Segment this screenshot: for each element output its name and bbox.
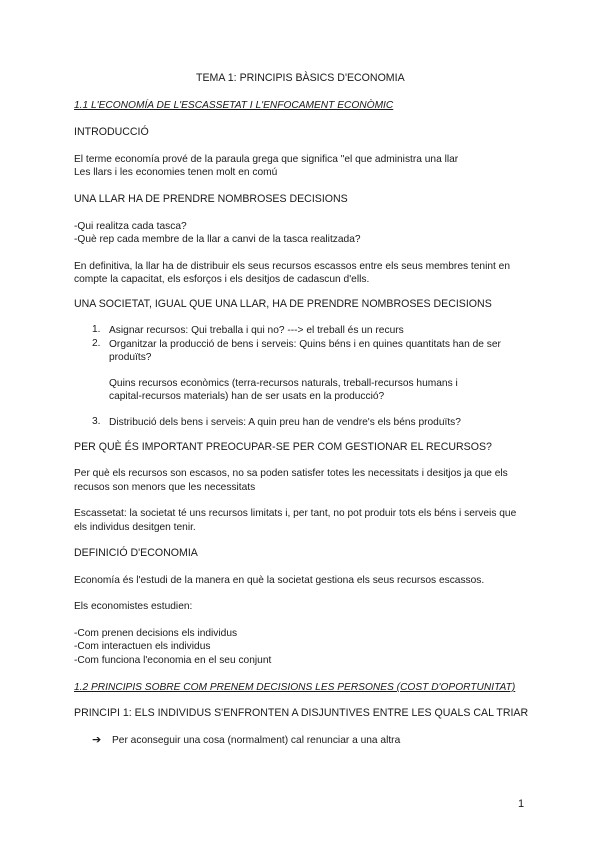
arrow-bullet-icon: ➔ <box>92 734 102 746</box>
perque-heading: PER QUÈ ÉS IMPORTANT PREOCUPAR-SE PER COM GESTIONAR EL RECURSOS? <box>74 441 492 453</box>
escassetat-line: Escassetat: la societat té uns recursos limitats i, per tant, no pot produir tots els béns i serveis que <box>74 508 517 519</box>
page-title: TEMA 1: PRINCIPIS BÀSICS D'ECONOMIA <box>196 72 405 84</box>
perque-line: Per què els recursos son escasos, no sa poden satisfer totes les necessitats i desitjos ja que els <box>74 468 508 479</box>
section-2-heading: 1.2 PRINCIPIS SOBRE COM PRENEM DECISIONS LES PERSONES (COST D'OPORTUNITAT) <box>74 682 516 693</box>
list-item-text: produïts? <box>109 352 152 363</box>
perque-line: recusos son menors que les necessitats <box>74 482 256 493</box>
llar-heading: UNA LLAR HA DE PRENDRE NOMBROSES DECISIONS <box>74 193 348 205</box>
list-item-text: Asignar recursos: Qui treballa i qui no? ---> el treball és un recurs <box>109 325 404 336</box>
estudien-item: -Com prenen decisions els individus <box>74 628 238 639</box>
llar-question: -Què rep cada membre de la llar a canvi de la tasca realitzada? <box>74 234 361 245</box>
intro-line: Les llars i les economies tenen molt en comú <box>74 167 278 178</box>
estudien-item: -Com funciona l'economia en el seu conjunt <box>74 655 272 666</box>
list-item-text: capital-recursos materials) han de ser usats en la producció? <box>109 391 385 402</box>
estudien-item: -Com interactuen els individus <box>74 641 211 652</box>
societat-heading: UNA SOCIETAT, IGUAL QUE UNA LLAR, HA DE PRENDRE NOMBROSES DECISIONS <box>74 298 492 310</box>
list-number: 2. <box>92 338 101 349</box>
principi-1-heading: PRINCIPI 1: ELS INDIVIDUS S'ENFRONTEN A DISJUNTIVES ENTRE LES QUALS CAL TRIAR <box>74 707 529 719</box>
definitiva-line: compte la capacitat, els esforços i els desitjos de cadascun d'ells. <box>74 274 370 285</box>
definitiva-line: En definitiva, la llar ha de distribuir els seus recursos escassos entre els seus membres tenint en <box>74 261 511 272</box>
page-number: 1 <box>518 798 525 810</box>
definicio-heading: DEFINICIÓ D'ECONOMIA <box>74 547 198 559</box>
intro-heading: INTRODUCCIÓ <box>74 126 149 138</box>
llar-question: -Qui realitza cada tasca? <box>74 221 187 232</box>
list-number: 1. <box>92 324 101 335</box>
list-item-text: Quins recursos econòmics (terra-recursos naturals, treball-recursos humans i <box>109 378 458 389</box>
definicio-line: Economía és l'estudi de la manera en què la societat gestiona els seus recursos escassos. <box>74 575 485 586</box>
escassetat-line: els individus desitgen tenir. <box>74 522 196 533</box>
list-item-text: Organitzar la producció de bens i serveis: Quins béns i en quines quantitats han de ser <box>109 339 501 350</box>
section-1-heading: 1.1 L'ECONOMÍA DE L'ESCASSETAT I L'ENFOCAMENT ECONÒMIC <box>74 100 394 111</box>
list-item-text: Distribució dels bens i serveis: A quin preu han de vendre's els béns produïts? <box>109 417 461 428</box>
list-number: 3. <box>92 416 101 427</box>
arrow-line: Per aconseguir una cosa (normalment) cal renunciar a una altra <box>112 735 401 746</box>
estudien-line: Els economistes estudien: <box>74 601 193 612</box>
intro-line: El terme economía prové de la paraula grega que significa "el que administra una llar <box>74 154 459 165</box>
